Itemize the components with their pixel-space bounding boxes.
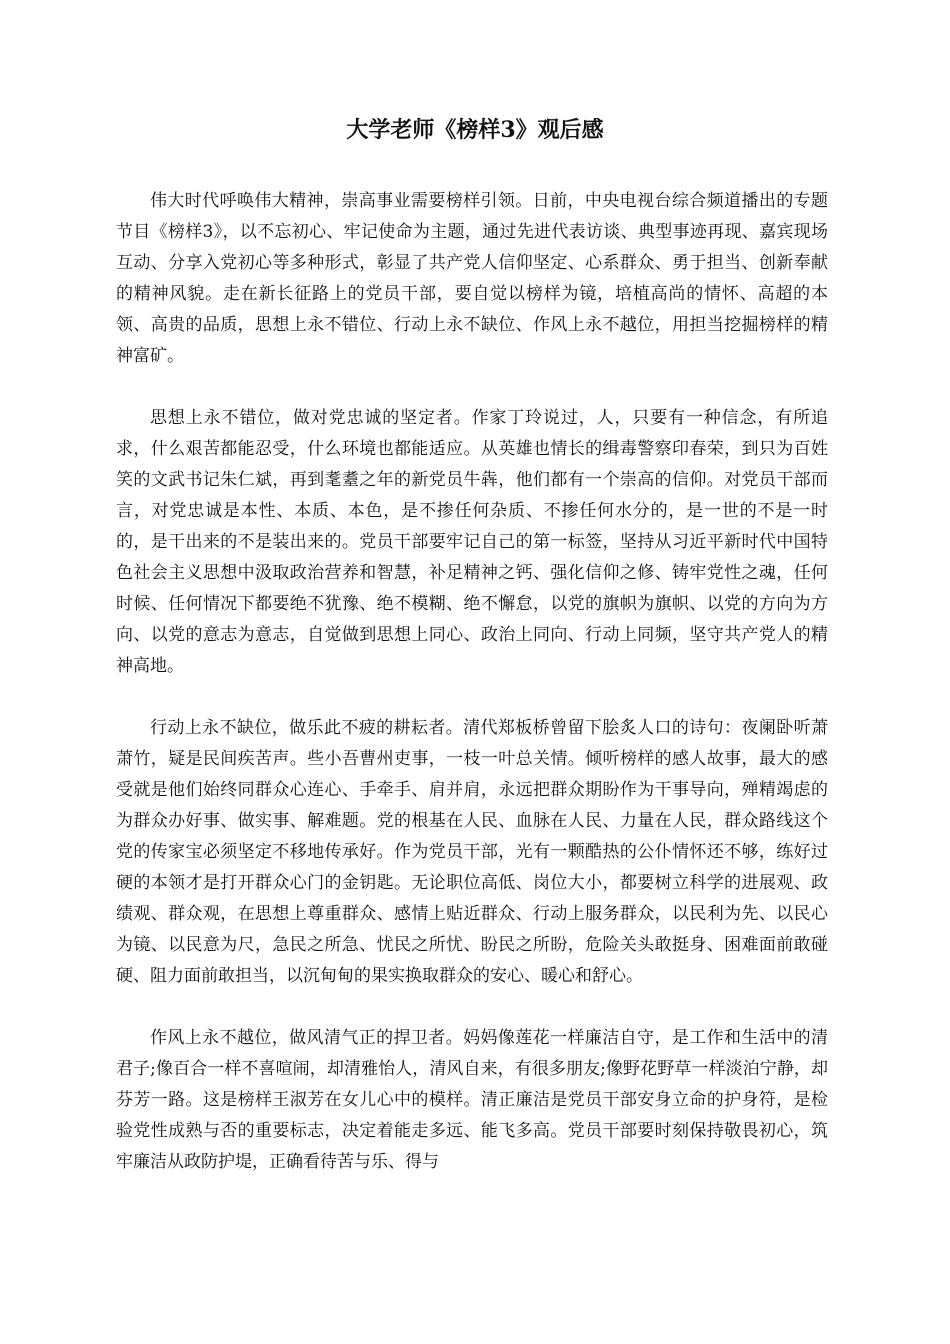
paragraph-intro: 伟大时代呼唤伟大精神，崇高事业需要榜样引领。日前，中央电视台综合频道播出的专题节目《榜样3》，以不忘初心、牢记使命为主题，通过先进代表访谈、典型事迹再现、嘉宾现场互动、分享入党初心等多种形式，彰显了共产党人信仰坚定、心系群众、勇于担当、创新奉献的精神风貌。走在新长征路上的党员干部，要自觉以榜样为镜，培植高尚的情怀、高超的本领、高贵的品质，思想上永不错位、行动上永不缺位、作风上永不越位，用担当挖掘榜样的精神富矿。 bbox=[116, 191, 828, 366]
paragraph-action: 行动上永不缺位，做乐此不疲的耕耘者。清代郑板桥曾留下脍炙人口的诗句：夜阑卧听萧萧竹，疑是民间疾苦声。些小吾曹州吏事，一枝一叶总关情。倾听榜样的感人故事，最大的感受就是他们始终同群众心连心、手牵手、肩并肩，永远把群众期盼作为干事导向，殚精竭虑的为群众办好事、做实事、解难题。党的根基在人民、血脉在人民、力量在人民，群众路线这个党的传家宝必须坚定不移地传承好。作为党员干部，光有一颗酷热的公仆情怀还不够，练好过硬的本领才是打开群众心门的金钥匙。无论职位高低、岗位大小，都要树立科学的进展观、政绩观、群众观，在思想上尊重群众、感情上贴近群众、行动上服务群众，以民利为先、以民心为镜、以民意为尺，急民之所急、忧民之所忧、盼民之所盼，危险关头敢挺身、困难面前敢碰硬、阻力面前敢担当，以沉甸甸的果实换取群众的安心、暖心和舒心。 bbox=[116, 718, 828, 986]
document-title: 大学老师《榜样3》观后感 bbox=[346, 117, 604, 143]
paragraph-conduct: 作风上永不越位，做风清气正的捍卫者。妈妈像莲花一样廉洁自守，是工作和生活中的清君子;像百合一样不喜喧闹，却清雅怡人，清风自来，有很多朋友;像野花野草一样淡泊宁静，却芬芳一路。这是榜样王淑芳在女儿心中的模样。清正廉洁是党员干部安身立命的护身符，是检验党性成熟与否的重要标志，决定着能走多远、能飞多高。党员干部要时刻保持敬畏初心，筑牢廉洁从政防护堤，正确看待苦与乐、得与 bbox=[116, 1028, 828, 1172]
paragraph-thought: 思想上永不错位，做对党忠诚的坚定者。作家丁玲说过，人，只要有一种信念，有所追求，什么艰苦都能忍受，什么环境也都能适应。从英雄也情长的缉毒警察印春荣，到只为百姓笑的文武书记朱仁斌，再到耄耋之年的新党员牛犇，他们都有一个崇高的信仰。对党员干部而言，对党忠诚是本性、本质、本色，是不掺任何杂质、不掺任何水分的，是一世的不是一时的，是干出来的不是装出来的。党员干部要牢记自己的第一标签，坚持从习近平新时代中国特色社会主义思想中汲取政治营养和智慧，补足精神之钙、强化信仰之修、铸牢党性之魂，任何时候、任何情况下都要绝不犹豫、绝不模糊、绝不懈怠，以党的旗帜为旗帜、以党的方向为方向、以党的意志为意志，自觉做到思想上同心、政治上同向、行动上同频，坚守共产党人的精神高地。 bbox=[116, 408, 828, 676]
document-body bbox=[116, 186, 828, 1209]
